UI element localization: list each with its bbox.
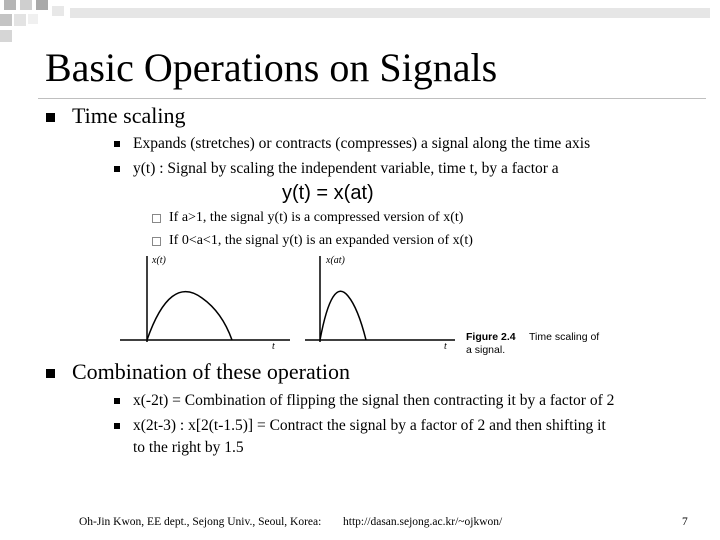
page-number: 7 bbox=[682, 516, 688, 528]
list-item: x(-2t) = Combination of flipping the signal then contracting it by a factor of 2 bbox=[133, 392, 615, 409]
checkbox-bullet-icon bbox=[152, 237, 161, 246]
right-xlabel: t bbox=[444, 341, 447, 352]
deco-square bbox=[20, 0, 32, 10]
figure-caption-label: Figure 2.4 bbox=[466, 331, 516, 343]
sub-bullet bbox=[114, 166, 120, 172]
section-heading-combination: Combination of these operation bbox=[72, 359, 350, 384]
list-item: If 0<a<1, the signal y(t) is an expanded version of x(t) bbox=[169, 233, 473, 248]
title-divider bbox=[38, 98, 706, 99]
left-signal-curve bbox=[147, 292, 232, 340]
deco-square bbox=[28, 14, 38, 24]
checkbox-bullet-icon bbox=[152, 214, 161, 223]
sub-bullet bbox=[114, 398, 120, 404]
list-item: Expands (stretches) or contracts (compresses) a signal along the time axis bbox=[133, 135, 591, 152]
sub-bullet bbox=[114, 423, 120, 429]
figure-time-scaling bbox=[110, 250, 620, 360]
list-item-continuation: to the right by 1.5 bbox=[133, 439, 244, 456]
footer-url[interactable]: http://dasan.sejong.ac.kr/~ojkwon/ bbox=[343, 516, 503, 528]
deco-square bbox=[14, 14, 26, 26]
left-ylabel: x(t) bbox=[152, 255, 166, 266]
section-heading-time-scaling: Time scaling bbox=[72, 103, 186, 128]
page-title: Basic Operations on Signals bbox=[45, 45, 498, 90]
bullet-square bbox=[46, 369, 55, 378]
sub-bullet bbox=[114, 141, 120, 147]
right-signal-curve bbox=[320, 291, 366, 340]
footer-author: Oh-Jin Kwon, EE dept., Sejong Univ., Seoul, Korea: bbox=[79, 516, 322, 528]
deco-strip bbox=[70, 8, 710, 18]
left-xlabel: t bbox=[272, 341, 275, 352]
right-ylabel: x(at) bbox=[326, 255, 345, 266]
bullet-square bbox=[46, 113, 55, 122]
deco-square bbox=[36, 0, 48, 10]
figure-caption-text: Time scaling of bbox=[529, 331, 600, 343]
list-item: If a>1, the signal y(t) is a compressed version of x(t) bbox=[169, 210, 464, 225]
deco-square bbox=[0, 30, 12, 42]
equation: y(t) = x(at) bbox=[282, 182, 374, 204]
list-item: y(t) : Signal by scaling the independent variable, time t, by a factor a bbox=[133, 160, 559, 177]
deco-square bbox=[0, 14, 12, 26]
list-item: x(2t-3) : x[2(t-1.5)] = Contract the signal by a factor of 2 and then shifting it bbox=[133, 417, 606, 434]
figure-caption-text2: a signal. bbox=[466, 344, 506, 356]
deco-square bbox=[4, 0, 16, 10]
deco-square bbox=[52, 6, 64, 16]
